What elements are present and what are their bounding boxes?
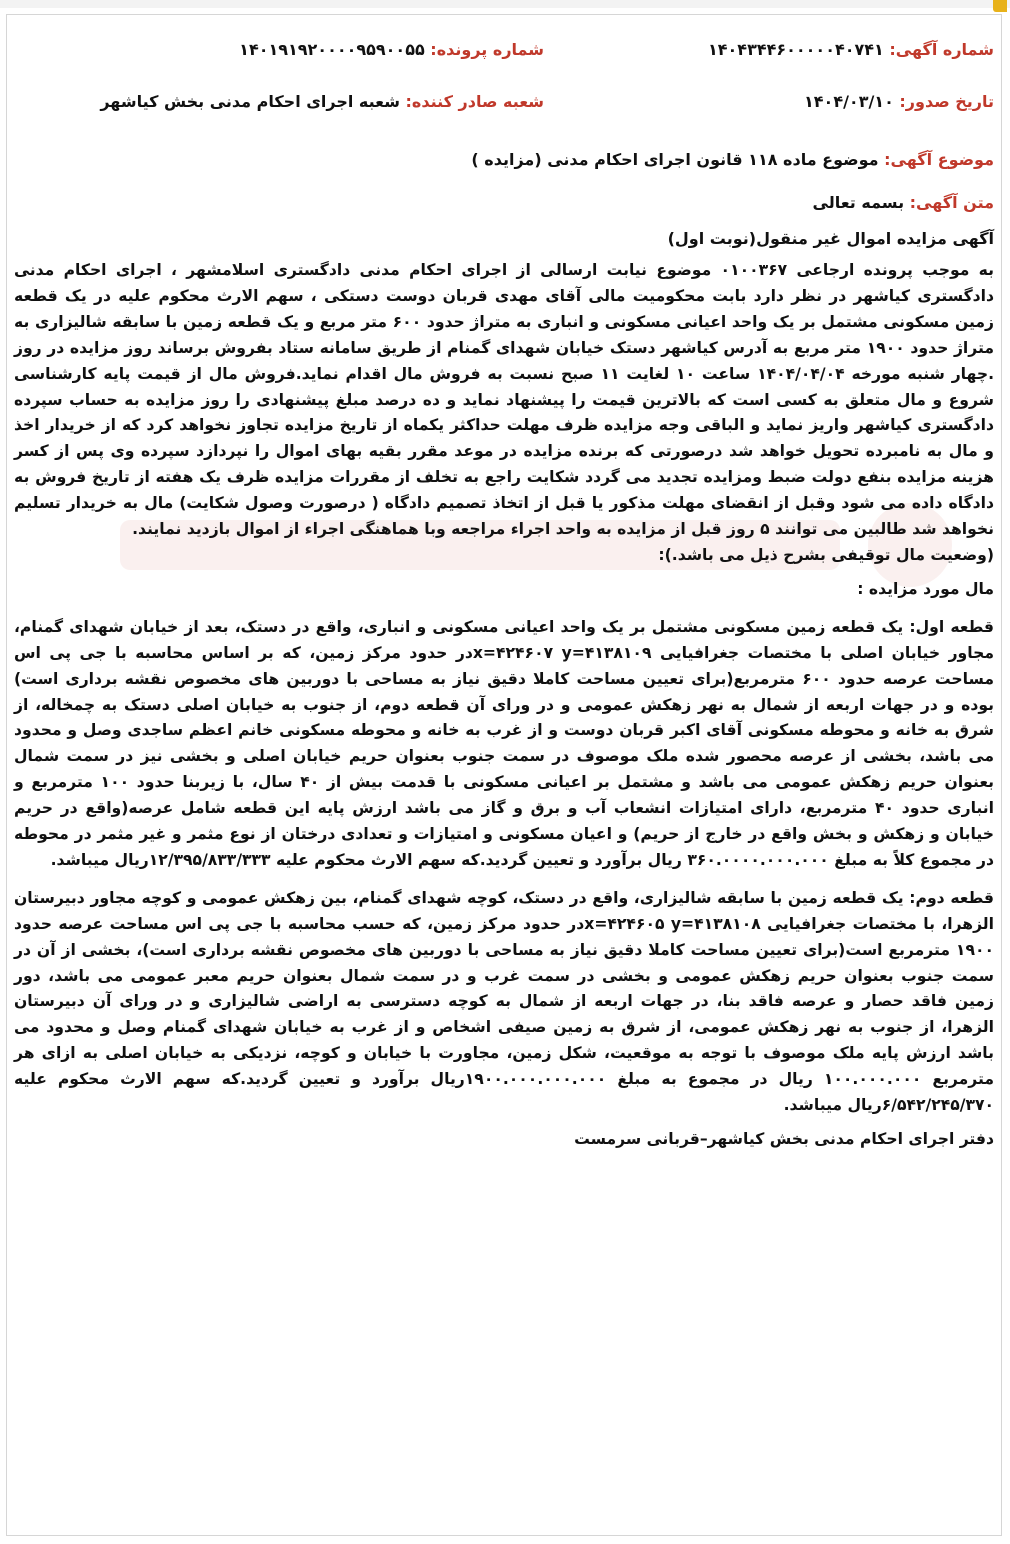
subject-value: موضوع ماده ۱۱۸ قانون اجرای احکام مدنی (مزایده ): [471, 150, 879, 169]
issue-date: [804, 92, 994, 111]
notice-content: [14, 40, 994, 1153]
top-bar: [0, 0, 1010, 8]
issuer-label: شعبه صادر کننده:: [405, 92, 544, 111]
body-opening: بسمه تعالی: [812, 193, 905, 212]
issue-date-label: تاریخ صدور:: [899, 92, 994, 111]
body-label-line: [14, 193, 994, 212]
meta-row-1: [14, 40, 994, 92]
status-note: (وضعیت مال توقیفی بشرح ذیل می باشد.):: [658, 545, 994, 564]
notice-number-value: ۱۴۰۴۳۴۴۶۰۰۰۰۰۴۰۷۴۱: [708, 40, 884, 59]
plot-one: قطعه اول: یک قطعه زمین مسکونی مشتمل بر یک واحد اعیانی مسکونی و انباری، واقع در دستک، بعد از خیابان شهدای گمنام، مجاور خیابان اصلی با مختصات جغرافیایی x=۴۲۴۶۰۷ y=۴۱۳۸۱۰۹در حدود مرکز زمین، که بر اساس محاسبه با جی پی اس مساحت عرصه حدود ۶۰۰ مترمربع(برای تعیین مساحت کاملا دقیق نیاز به مساحی با دوربین های مخصوص نقشه برداری است) بوده و در جهات اربعه از شمال به نهر زهکش عمومی و در ورای آن قطعه دوم، از جنوب به خیابان اصلی دستک به چمخاله، از شرق به خانه و محوطه مسکونی آقای اکبر قربان دوست و از غرب به خانه و محوطه مسکونی خانم اعظم ساجدی وصل و محدود می باشد، بخشی از عرصه محصور شده ملک موصوف در سمت جنوب بعنوان حریم خیابان اصلی و بخشی نیز در سمت شمال بعنوان حریم زهکش عمومی می باشد و مشتمل بر اعیانی مسکونی با قدمت بیش از ۴۰ سال، با زیربنا حدود ۱۰۰ مترمربع و انباری حدود ۴۰ مترمربع، دارای امتیازات انشعاب آب و برق و گاز می باشد ارزش پایه این قطعه شامل عرصه(واقع در حریم خیابان و زهکش و بخش واقع در خارج از حریم) و اعیان مسکونی و امتیازات و تعدادی درختان از نوع مثمر و غیر مثمر در محوطه در مجموع کلاً به مبلغ ۳۶۰.۰۰۰۰.۰۰۰.۰۰۰ ریال برآورد و تعیین گردید.که سهم الارث محکوم علیه ۱۲/۳۹۵/۸۳۳/۳۳۳ریال میباشد.: [14, 617, 995, 869]
subject-line: [14, 150, 994, 169]
signature: دفتر اجرای احکام مدنی بخش کیاشهر–قربانی سرمست: [574, 1130, 994, 1148]
file-number: [239, 40, 544, 59]
corner-tab-icon[interactable]: [993, 0, 1007, 12]
issuer-value: شعبه اجرای احکام مدنی بخش کیاشهر: [100, 92, 400, 111]
notice-number-label: شماره آگهی:: [889, 40, 994, 59]
main-paragraph: به موجب پرونده ارجاعی ۰۱۰۰۳۶۷ موضوع نیابت ارسالی از اجرای احکام مدنی دادگستری اسلامشهر ، اجرای احکام مدنی دادگستری کیاشهر در نظر دارد بابت محکومیت مالی آقای مهدی قربان دوست دستکی ، سهم الارث محکوم علیه در یک قطعه زمین مسکونی مشتمل بر یک واحد اعیانی مسکونی و انباری به متراژ حدود ۶۰۰ متر مربع و یک قطعه زمین با سابقه شالیزاری به متراژ حدود ۱۹۰۰ متر مربع به آدرس کیاشهر دستک خیابان شهدای گمنام از طریق سامانه ستاد بفروش برساند روز مزایده در روز .چهار شنبه مورخه ۱۴۰۴/۰۴/۰۴ ساعت ۱۰ لغایت ۱۱ صبح نسبت به فروش مال اقدام نماید.فروش مال از قیمت پایه کارشناسی شروع و مال متعلق به کسی است که بالاترین قیمت را پیشنهاد نماید و ده درصد مبلغ پیشنهادی را روز مزایده به حساب سپرده دادگستری کیاشهر واریز نماید و الباقی وجه مزایده ظرف مهلت حداکثر یکماه از تاریخ مزایده تجاوز نخواهد کرد که از خریدار اخذ و مال به نامبرده تحویل خواهد شد درصورتی که برنده مزایده در موعد مقرر بقیه بهای اموال را نپردازد سپرده وی پس از کسر هزینه مزایده بنفع دولت ضبط ومزایده تجدید می گردد شکایت راجع به تخلف از مقررات مزایده ظرف یک هفته از تاریخ فروش به دادگاه داده می شود وقبل از انقضای مهلت مذکور یا قبل از اتخاذ تصمیم دادگاه ( درصورت وصول شکایت) مال به خریدار تسلیم نخواهد شد طالبین می توانند ۵ روز قبل از مزایده به واحد اجراء مراجعه وبا هماهنگی اجراء از اموال بازدید نمایند.: [14, 261, 995, 539]
subject-label: موضوع آگهی:: [884, 150, 994, 169]
notice-number: [708, 40, 994, 59]
file-number-label: شماره پرونده:: [430, 40, 544, 59]
body-label: متن آگهی:: [909, 193, 994, 212]
issue-date-value: ۱۴۰۴/۰۳/۱۰: [804, 92, 894, 111]
notice-title: آگهی مزایده اموال غیر منقول(نوبت اول): [667, 229, 994, 248]
issuer: [100, 92, 544, 111]
meta-row-2: [14, 92, 994, 144]
file-number-value: ۱۴۰۱۹۱۹۲۰۰۰۰۹۵۹۰۰۵۵: [239, 40, 425, 59]
plot-two: قطعه دوم: یک قطعه زمین با سابقه شالیزاری، واقع در دستک، کوچه شهدای گمنام، بین زهکش عمومی و کوچه مجاور دبیرستان الزهرا، با مختصات جغرافیایی x=۴۲۴۶۰۵ y=۴۱۳۸۱۰۸در حدود مرکز زمین، که حسب محاسبه با جی پی اس مساحت عرصه حدود ۱۹۰۰ مترمربع است(برای تعیین مساحت کاملا دقیق نیاز به مساحی با دوربین های مخصوص نقشه برداری است)، بخشی از آن در سمت جنوب بعنوان حریم زهکش عمومی و بخشی در سمت غرب و در سمت شمال بعنوان حریم معبر عمومی می باشد، دور زمین فاقد حصار و عرصه فاقد بنا، در جهات اربعه از شمال به کوچه دسترسی به اراضی شالیزاری و در ورای آن دبیرستان الزهرا، از جنوب به نهر زهکش عمومی، از شرق به زمین صیفی اشخاص و از غرب به خیابان شهدای گمنام وصل و محدود می باشد ارزش پایه ملک موصوف با توجه به موقعیت، شکل زمین، مجاورت با خیابان و کوچه، نزدیکی به خیابان اصلی به ازای هر مترمربع ۱۰۰.۰۰۰.۰۰۰ ریال در مجموع به مبلغ ۱۹۰۰.۰۰۰.۰۰۰.۰۰۰ریال برآورد و تعیین گردید.که سهم الارث محکوم علیه ۶/۵۴۲/۲۴۵/۳۷۰ریال میباشد.: [14, 888, 994, 1115]
property-heading: مال مورد مزایده :: [857, 579, 994, 598]
